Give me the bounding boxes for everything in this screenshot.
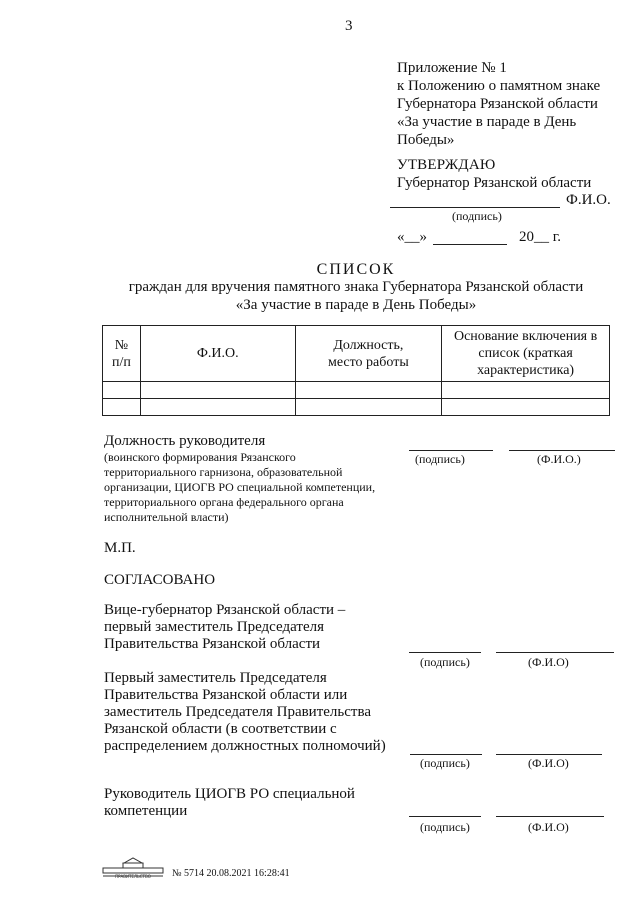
header-number: № п/п bbox=[103, 326, 141, 382]
table-cell bbox=[140, 399, 295, 416]
table-header-row bbox=[103, 326, 610, 382]
list-title: СПИСОК bbox=[316, 261, 396, 278]
agreed-1-fio-caption: (Ф.И.О) bbox=[528, 655, 569, 669]
appendix-line: к Положению о памятном знаке bbox=[397, 78, 601, 94]
agreed-2-signature-line bbox=[410, 740, 482, 755]
agreed-block-3: Руководитель ЦИОГВ РО специальной компетенции bbox=[104, 786, 355, 819]
agreed-block-1: Вице-губернатор Рязанской области – первый заместитель Председателя Правительства Рязанской области bbox=[104, 602, 346, 652]
agreed-3-fio-line bbox=[496, 802, 604, 817]
table-cell bbox=[442, 399, 610, 416]
seal-place: М.П. bbox=[104, 540, 136, 556]
header-basis: Основание включения в список (краткая характеристика) bbox=[442, 326, 610, 382]
table-cell bbox=[140, 382, 295, 399]
appendix-line: Победы» bbox=[397, 132, 455, 148]
appendix-line: Приложение № 1 bbox=[397, 60, 507, 76]
appendix-block bbox=[397, 59, 627, 149]
agreed-3-fio-caption: (Ф.И.О) bbox=[528, 820, 569, 834]
governor-signature-caption: (подпись) bbox=[452, 209, 502, 223]
agreed-heading: СОГЛАСОВАНО bbox=[104, 572, 216, 588]
list-subtitle-line1: граждан для вручения памятного знака Губернатора Рязанской области bbox=[128, 279, 584, 295]
agreed-2-signature-caption: (подпись) bbox=[420, 756, 470, 770]
approval-date-day: «__» bbox=[397, 229, 427, 245]
table-cell bbox=[442, 382, 610, 399]
governor-signature-line bbox=[390, 191, 560, 208]
head-position-note: (воинского формирования Рязанского территориального гарнизона, образовательной организации, ЦИОГВ РО специальной компетенции, территориального органа федерального органа исполнительной власти) bbox=[104, 450, 376, 524]
header-fio: Ф.И.О. bbox=[140, 326, 295, 382]
approval-position: Губернатор Рязанской области bbox=[397, 175, 592, 191]
head-fio-line bbox=[509, 436, 615, 451]
table-cell bbox=[295, 382, 442, 399]
registration-number: № 5714 20.08.2021 16:28:41 bbox=[172, 868, 290, 879]
table-row bbox=[103, 382, 610, 399]
head-signature-caption: (подпись) bbox=[415, 452, 465, 466]
table-cell bbox=[103, 382, 141, 399]
head-position-title: Должность руководителя bbox=[104, 433, 266, 449]
head-fio-caption: (Ф.И.О.) bbox=[537, 452, 581, 466]
agreed-1-fio-line bbox=[496, 638, 614, 653]
head-signature-line bbox=[409, 436, 493, 451]
agreed-block-2: Первый заместитель Председателя Правительства Рязанской области или заместитель Председателя Правительства Рязанской области (в соответствии с распределением должностных полномочий) bbox=[104, 670, 386, 754]
government-building-icon bbox=[102, 856, 164, 878]
appendix-line: «За участие в параде в День bbox=[397, 114, 577, 130]
approval-date-month-line bbox=[433, 229, 507, 245]
approval-heading: УТВЕРЖДАЮ bbox=[397, 157, 496, 173]
table-row bbox=[103, 399, 610, 416]
table-cell bbox=[295, 399, 442, 416]
agreed-2-fio-line bbox=[496, 740, 602, 755]
governor-fio: Ф.И.О. bbox=[566, 192, 611, 208]
stamp-caption: ПРАВИТЕЛЬСТВО bbox=[115, 874, 151, 878]
approval-date-year: 20__ г. bbox=[519, 229, 561, 245]
page-number: 3 bbox=[345, 18, 353, 34]
agreed-1-signature-caption: (подпись) bbox=[420, 655, 470, 669]
citizens-table bbox=[102, 325, 610, 416]
list-subtitle-line2: «За участие в параде в День Победы» bbox=[235, 297, 477, 313]
agreed-2-fio-caption: (Ф.И.О) bbox=[528, 756, 569, 770]
agreed-3-signature-line bbox=[409, 802, 481, 817]
table-cell bbox=[103, 399, 141, 416]
agreed-3-signature-caption: (подпись) bbox=[420, 820, 470, 834]
header-position: Должность, место работы bbox=[295, 326, 442, 382]
approval-block bbox=[397, 156, 627, 192]
appendix-line: Губернатора Рязанской области bbox=[397, 96, 598, 112]
agreed-1-signature-line bbox=[409, 638, 481, 653]
